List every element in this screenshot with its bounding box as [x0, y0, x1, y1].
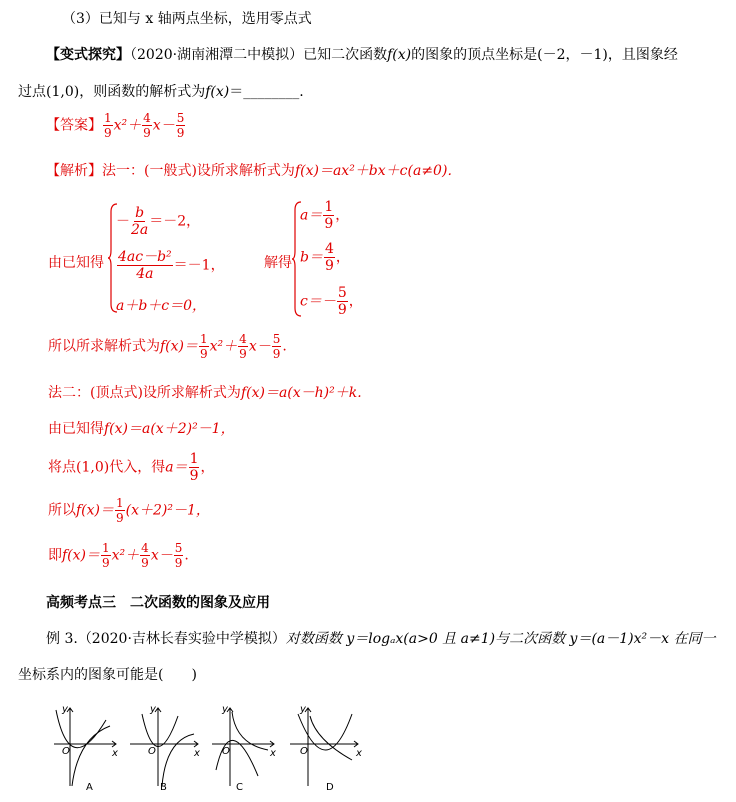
example-text1: 对数函数 y＝logₐx(a>0 且 a≠1)与二次函数 y＝(a－1)x²－x 在同一 [285, 631, 716, 647]
m2-x2: x²＋ [111, 547, 140, 564]
result-pre: 所以所求解析式为 [48, 338, 160, 355]
graph-c-x-label: x [270, 748, 276, 759]
m2-l3-tail: (x＋2)²－1， [125, 502, 210, 519]
r-num-2: 4 [239, 332, 247, 346]
r-end: . [282, 338, 287, 355]
sol-a-label: a＝ [300, 207, 323, 224]
method-hint-line: （3）已知与 x 轴两点坐标，选用零点式 [62, 11, 312, 27]
solution-b [300, 242, 350, 273]
sol-b-tail: ， [335, 249, 350, 266]
equation-1 [116, 206, 200, 237]
graph-a-label: A [86, 782, 93, 793]
method2-therefore-line [48, 497, 210, 524]
graph-a-log [72, 726, 110, 786]
m2-den-1: 9 [102, 556, 110, 570]
m2-l2-den: 9 [189, 468, 199, 484]
method2-fx: f(x)＝a(x－h)²＋k. [240, 385, 362, 401]
m2-l2-pre: 将点(1,0)代入，得 [48, 459, 166, 476]
analysis-method1-line [46, 160, 461, 180]
r-den-3: 9 [272, 347, 281, 361]
example-source: （2020·吉林长春实验中学模拟） [77, 631, 286, 647]
m2-l1-pre: 由已知得 [48, 421, 104, 437]
solution-c [300, 286, 363, 317]
sol-c-den: 9 [337, 302, 347, 318]
eq1-minus: － [116, 213, 130, 230]
method2-text: 法二：(顶点式)设所求解析式为 [48, 385, 241, 401]
option-graphs [50, 700, 380, 800]
variant-text2: 的图象的顶点坐标是(－2，－1)，且图象经 [411, 47, 678, 63]
r-num-1: 1 [200, 332, 208, 346]
answer-x: x－ [152, 117, 175, 134]
r-x2: x²＋ [209, 338, 238, 355]
m2-l1: f(x)＝a(x＋2)²－1， [104, 421, 235, 437]
r-x: x－ [248, 338, 271, 355]
method2-known-line [48, 418, 235, 438]
graph-d-origin: O [300, 746, 308, 757]
answer-frac-num-1: 1 [104, 111, 112, 125]
variant-text4: ＝________. [229, 84, 304, 100]
method2-substitute-line [48, 452, 214, 483]
m2-l4-fx: f(x)＝ [62, 547, 101, 564]
m2-l2-tail: ， [200, 459, 215, 476]
m2-l3-fx: f(x)＝ [76, 502, 115, 519]
variant-text1: 已知二次函数 [303, 47, 388, 63]
graph-a-parabola [56, 710, 106, 748]
variant-source: （2020·湖南湘潭二中模拟） [130, 47, 304, 63]
answer-line [46, 112, 186, 139]
eq1-rhs: ＝－2， [149, 213, 201, 230]
answer-x2: x²＋ [113, 117, 142, 134]
equation-2 [116, 250, 225, 281]
graph-c-label: C [236, 782, 243, 793]
variant-problem-line1 [46, 44, 678, 64]
graph-b-log [162, 734, 194, 786]
eq2-num: 4ac－b² [118, 249, 172, 265]
answer-tag: 【答案】 [46, 117, 102, 134]
m2-x: x－ [150, 547, 173, 564]
m2-l2-a: a＝ [165, 459, 188, 476]
answer-frac-den-3: 9 [176, 126, 185, 140]
answer-frac-den-2: 9 [143, 126, 151, 140]
m2-num-2: 4 [141, 541, 149, 555]
m2-den-3: 9 [174, 556, 183, 570]
sol-a-den: 9 [324, 216, 334, 232]
graph-b [130, 708, 198, 786]
example-label: 例 3. [46, 631, 78, 647]
m2-den-2: 9 [141, 556, 149, 570]
example-line2: 坐标系内的图象可能是( ) [18, 667, 197, 683]
r-den-2: 9 [239, 347, 247, 361]
variant-text3: 过点(1,0)，则函数的解析式为 [18, 84, 206, 100]
graph-b-parabola [142, 714, 178, 747]
graph-b-label: B [160, 782, 167, 793]
equation-3: a＋b＋c＝0， [116, 298, 207, 314]
sol-c-num: 5 [337, 285, 347, 301]
eq2-rhs: ＝－1， [173, 257, 225, 274]
example-line1 [46, 628, 715, 648]
analysis-fx: f(x) [294, 163, 319, 179]
section-title: 高频考点三 二次函数的图象及应用 [46, 595, 270, 611]
method2-line [48, 382, 362, 402]
graph-b-y-label: y [150, 704, 156, 715]
graph-d-label: D [326, 782, 334, 793]
eq1-num: b [135, 205, 145, 221]
result-fx: f(x)＝ [160, 338, 199, 355]
sol-c-label: c＝－ [300, 293, 336, 310]
graph-a-origin: O [62, 746, 70, 757]
graph-d-log [310, 716, 352, 760]
m2-num-1: 1 [102, 541, 110, 555]
variant-fx2: f(x) [205, 84, 230, 100]
method2-final-line [48, 542, 189, 569]
known-label: 由已知得 [48, 255, 104, 271]
answer-frac-num-3: 5 [176, 111, 185, 125]
graph-d-parabola [298, 714, 352, 750]
sol-b-label: b＝ [300, 249, 323, 266]
m2-l3-den: 9 [116, 511, 124, 525]
graph-d-x-label: x [356, 748, 362, 759]
r-num-3: 5 [272, 332, 281, 346]
graph-a-y-label: y [62, 704, 68, 715]
m2-num-3: 5 [174, 541, 183, 555]
answer-frac-num-2: 4 [143, 111, 151, 125]
variant-tag: 【变式探究】 [46, 47, 130, 63]
graph-b-origin: O [148, 746, 156, 757]
solution-a [300, 200, 349, 231]
eq1-den: 2a [131, 222, 149, 238]
sol-a-num: 1 [324, 199, 334, 215]
analysis-tag: 【解析】 [46, 163, 102, 179]
graph-c-y-label: y [222, 704, 228, 715]
variant-fx: f(x) [387, 47, 412, 63]
graph-b-x-label: x [194, 748, 200, 759]
analysis-method1: 法一：(一般式)设所求解析式为 [102, 163, 295, 179]
m2-l3-pre: 所以 [48, 502, 76, 519]
solve-label: 解得 [264, 255, 292, 271]
sol-a-tail: ， [335, 207, 350, 224]
result-line [48, 333, 287, 360]
answer-frac-den-1: 9 [104, 126, 112, 140]
m2-l4-pre: 即 [48, 547, 62, 564]
sol-b-den: 9 [324, 258, 334, 274]
r-den-1: 9 [200, 347, 208, 361]
sol-b-num: 4 [324, 241, 334, 257]
graph-d-y-label: y [300, 704, 306, 715]
eq2-den: 4a [136, 266, 154, 282]
m2-l3-num: 1 [116, 496, 124, 510]
graph-a-x-label: x [112, 748, 118, 759]
graph-c-origin: O [222, 746, 230, 757]
sol-c-tail: ， [348, 293, 363, 310]
m2-end: . [184, 547, 189, 564]
analysis-method1-tail: ＝ax²＋bx＋c(a≠0)． [318, 163, 462, 179]
m2-l2-num: 1 [189, 451, 199, 467]
variant-problem-line2 [18, 81, 304, 101]
